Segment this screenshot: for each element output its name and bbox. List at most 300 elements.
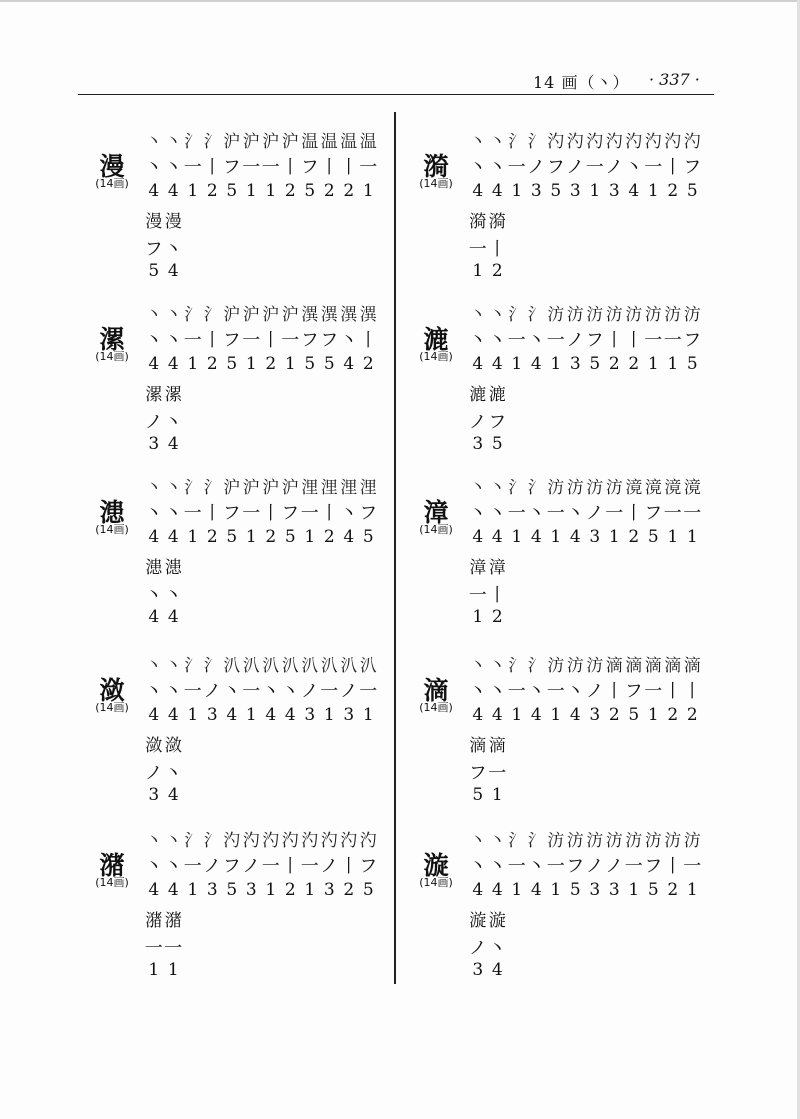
stroke-cell: 汋 [547, 132, 565, 152]
stroke-cell: 1 [187, 880, 199, 900]
stroke-cell: 一 [624, 856, 643, 877]
stroke-cell: ノ [300, 681, 319, 702]
stroke-cell: 丶 [488, 478, 506, 498]
stroke-progression-row [468, 473, 702, 498]
stroke-cell: 1 [491, 785, 503, 805]
stroke-cell: 一 [546, 503, 565, 524]
stroke-cell: 1 [245, 527, 257, 547]
stroke-cell: 3 [608, 181, 620, 201]
stroke-cell: 4 [148, 705, 160, 725]
stroke-cell: 氵 [527, 656, 545, 676]
stroke-shape-continued-row [144, 235, 183, 261]
stroke-cell: 1 [550, 354, 562, 374]
stroke-cell: 氵 [203, 132, 221, 152]
stroke-cell: 一 [644, 681, 663, 702]
stroke-number-continued-row [144, 785, 183, 805]
stroke-cell: 2 [491, 607, 503, 627]
stroke-cell: 汸 [547, 656, 565, 676]
stroke-cell: 丶 [488, 856, 507, 877]
stroke-cell: 丨 [663, 856, 682, 877]
stroke-cell: 丶 [164, 478, 182, 498]
stroke-cell: 汋 [262, 831, 280, 851]
stroke-cell: フ [585, 330, 604, 351]
stroke-cell: 丶 [339, 330, 358, 351]
stroke-cell: 4 [491, 880, 503, 900]
stroke-cell: 沪 [281, 132, 299, 152]
stroke-cell: 氵 [184, 831, 202, 851]
stroke-cell: 滰 [683, 478, 701, 498]
stroke-number-continued-row [468, 785, 507, 805]
stroke-cell: フ [624, 681, 643, 702]
stroke-cell: 1 [608, 527, 620, 547]
stroke-cell: 4 [472, 705, 484, 725]
stroke-cell: 丶 [488, 656, 506, 676]
head-character: 漯 [99, 325, 125, 354]
stroke-cell: 氵 [184, 478, 202, 498]
stroke-cell: 丶 [261, 681, 280, 702]
stroke-cell: 氵 [508, 831, 526, 851]
stroke-shape-continued-row [468, 581, 507, 607]
stroke-number-continued-row [468, 261, 507, 281]
stroke-cell: 丨 [605, 330, 624, 351]
stroke-cell: 1 [323, 705, 335, 725]
stroke-cell: 2 [628, 527, 640, 547]
stroke-shape-continued-row [144, 759, 183, 785]
stroke-cell: 1 [245, 181, 257, 201]
stroke-cell: 丶 [145, 831, 163, 851]
stroke-count-label: (14画) [95, 701, 129, 714]
stroke-cell: 1 [511, 880, 523, 900]
stroke-count-label: (14画) [419, 876, 453, 889]
stroke-count-label: (14画) [419, 177, 453, 190]
stroke-cell: 汸 [566, 305, 584, 325]
stroke-progression-continued-row [468, 906, 507, 931]
stroke-cell: 汸 [566, 831, 584, 851]
stroke-shape-row [144, 852, 378, 878]
dictionary-entry [80, 651, 400, 811]
stroke-cell: 温 [301, 132, 319, 152]
stroke-cell: 丶 [164, 412, 183, 433]
stroke-cell: 一 [183, 330, 202, 351]
stroke-cell: 漉 [469, 385, 487, 405]
stroke-count-label: (14画) [95, 523, 129, 536]
stroke-cell: 汋 [644, 132, 662, 152]
stroke-cell: 一 [507, 157, 526, 178]
stroke-cell: 丶 [164, 763, 183, 784]
stroke-cell: 氵 [203, 831, 221, 851]
stroke-cell: ノ [144, 412, 163, 433]
stroke-cell: 1 [362, 705, 374, 725]
stroke-cell: 1 [589, 181, 601, 201]
stroke-cell: 潴 [145, 911, 163, 931]
stroke-cell: フ [683, 157, 702, 178]
stroke-cell: フ [222, 330, 241, 351]
stroke-cell: 潩 [359, 305, 377, 325]
stroke-cell: 氵 [527, 478, 545, 498]
stroke-cell: 沪 [262, 132, 280, 152]
stroke-count-label: (14画) [95, 177, 129, 190]
stroke-cell: 氵 [527, 132, 545, 152]
stroke-cell: 汋 [664, 132, 682, 152]
stroke-number-row [144, 527, 378, 547]
stroke-cell: 丶 [144, 503, 163, 524]
stroke-count-label: (14画) [419, 350, 453, 363]
stroke-cell: 丶 [144, 157, 163, 178]
stroke-cell: フ [644, 856, 663, 877]
stroke-cell: 沪 [242, 478, 260, 498]
stroke-cell: 4 [167, 261, 179, 281]
stroke-cell: 1 [187, 705, 199, 725]
stroke-cell: 1 [511, 181, 523, 201]
stroke-cell: 漳 [488, 558, 506, 578]
stroke-cell: 浬 [340, 478, 358, 498]
stroke-cell: 5 [362, 527, 374, 547]
stroke-cell: 一 [683, 856, 702, 877]
stroke-number-row [468, 181, 702, 201]
head-character: 漪 [423, 152, 449, 181]
stroke-cell: 汸 [586, 478, 604, 498]
stroke-cell: フ [222, 856, 241, 877]
stroke-cell: 一 [261, 856, 280, 877]
stroke-cell: 5 [550, 181, 562, 201]
stroke-cell: 丶 [145, 132, 163, 152]
stroke-cell: ノ [527, 157, 546, 178]
stroke-cell: 一 [507, 330, 526, 351]
stroke-progression-row [144, 300, 378, 325]
stroke-cell: 潩 [340, 305, 358, 325]
stroke-cell: 漯 [164, 385, 182, 405]
stroke-number-row [468, 354, 702, 374]
stroke-shape-continued-row [468, 759, 507, 785]
stroke-cell: 滰 [625, 478, 643, 498]
stroke-cell: 4 [343, 354, 355, 374]
stroke-cell: 一 [242, 503, 261, 524]
stroke-progression-row [468, 127, 702, 152]
stroke-shape-row [468, 326, 702, 352]
stroke-cell: 丶 [468, 157, 487, 178]
stroke-cell: 汸 [683, 831, 701, 851]
head-character: 漩 [423, 851, 449, 880]
stroke-cell: 氵 [527, 831, 545, 851]
stroke-cell: 丶 [488, 503, 507, 524]
stroke-cell: 丶 [469, 656, 487, 676]
stroke-cell: 2 [265, 354, 277, 374]
stroke-cell: 汋 [586, 132, 604, 152]
stroke-cell: 一 [507, 681, 526, 702]
stroke-cell: 4 [491, 181, 503, 201]
stroke-cell: 温 [320, 132, 338, 152]
page-top-edge [0, 0, 800, 2]
stroke-cell: ノ [605, 856, 624, 877]
stroke-cell: 一 [183, 503, 202, 524]
stroke-cell: 5 [284, 527, 296, 547]
stroke-cell: 丨 [624, 503, 643, 524]
stroke-cell: 漶 [145, 558, 163, 578]
head-character: 漳 [423, 498, 449, 527]
stroke-cell: 沪 [281, 305, 299, 325]
stroke-cell: 漉 [488, 385, 506, 405]
stroke-cell: 丶 [144, 681, 163, 702]
stroke-cell: 滰 [664, 478, 682, 498]
stroke-cell: 一 [320, 681, 339, 702]
stroke-cell: 滴 [683, 656, 701, 676]
stroke-cell: 4 [491, 705, 503, 725]
stroke-cell: 丶 [488, 681, 507, 702]
stroke-shape-row [468, 852, 702, 878]
stroke-cell: 1 [511, 705, 523, 725]
stroke-cell: 丶 [469, 305, 487, 325]
stroke-cell: 丨 [663, 157, 682, 178]
stroke-cell: フ [300, 330, 319, 351]
stroke-cell: 4 [167, 607, 179, 627]
stroke-cell: 3 [608, 880, 620, 900]
stroke-cell: 漫 [145, 212, 163, 232]
stroke-cell: ノ [242, 856, 261, 877]
stroke-cell: 2 [284, 181, 296, 201]
stroke-cell: 沪 [223, 305, 241, 325]
stroke-cell: 丶 [527, 856, 546, 877]
stroke-cell: 1 [304, 527, 316, 547]
stroke-cell: 汸 [625, 831, 643, 851]
stroke-cell: 一 [164, 938, 183, 959]
stroke-cell: 5 [148, 261, 160, 281]
stroke-cell: 4 [472, 527, 484, 547]
stroke-cell: 潩 [301, 305, 319, 325]
stroke-cell: 漩 [469, 911, 487, 931]
stroke-cell: 汃 [262, 656, 280, 676]
stroke-cell: 一 [183, 856, 202, 877]
stroke-shape-continued-row [468, 934, 507, 960]
stroke-cell: ノ [566, 330, 585, 351]
stroke-cell: ノ [605, 157, 624, 178]
stroke-cell: 2 [323, 181, 335, 201]
stroke-cell: 2 [206, 527, 218, 547]
stroke-cell: フ [683, 330, 702, 351]
dictionary-entry [80, 826, 400, 986]
stroke-cell: 丶 [145, 478, 163, 498]
stroke-cell: 汋 [242, 831, 260, 851]
stroke-cell: 丨 [605, 681, 624, 702]
stroke-cell: 2 [667, 705, 679, 725]
stroke-cell: 2 [667, 880, 679, 900]
stroke-cell: 4 [472, 880, 484, 900]
stroke-cell: 一 [663, 330, 682, 351]
stroke-cell: 漯 [145, 385, 163, 405]
stroke-cell: 丶 [488, 305, 506, 325]
stroke-cell: 1 [472, 607, 484, 627]
stroke-number-row [144, 354, 378, 374]
stroke-cell: 丶 [488, 132, 506, 152]
stroke-cell: 丶 [527, 330, 546, 351]
stroke-cell: 氵 [184, 656, 202, 676]
stroke-cell: 一 [644, 330, 663, 351]
stroke-cell: 4 [284, 705, 296, 725]
stroke-cell: 丶 [222, 681, 241, 702]
stroke-cell: 汋 [223, 831, 241, 851]
stroke-cell: 一 [281, 330, 300, 351]
stroke-progression-row [144, 651, 378, 676]
stroke-cell: 3 [148, 434, 160, 454]
dictionary-entry [404, 651, 724, 811]
stroke-cell: ノ [468, 412, 487, 433]
stroke-cell: 丶 [144, 330, 163, 351]
stroke-cell: 5 [226, 880, 238, 900]
stroke-cell: 1 [304, 880, 316, 900]
stroke-progression-row [144, 826, 378, 851]
stroke-cell: 4 [148, 181, 160, 201]
stroke-cell: 2 [265, 527, 277, 547]
dictionary-entry [404, 826, 724, 986]
stroke-cell: 汋 [683, 132, 701, 152]
stroke-number-row [468, 527, 702, 547]
stroke-cell: 汃 [223, 656, 241, 676]
stroke-cell: 丶 [469, 132, 487, 152]
stroke-cell: 1 [647, 181, 659, 201]
stroke-cell: 一 [242, 330, 261, 351]
stroke-cell: 4 [265, 705, 277, 725]
stroke-cell: 潩 [320, 305, 338, 325]
stroke-cell: 温 [340, 132, 358, 152]
stroke-cell: 潋 [145, 736, 163, 756]
stroke-cell: 3 [343, 705, 355, 725]
stroke-cell: ノ [339, 681, 358, 702]
stroke-cell: 丶 [488, 938, 507, 959]
stroke-cell: 4 [530, 527, 542, 547]
stroke-cell: 4 [148, 880, 160, 900]
stroke-cell: 1 [550, 705, 562, 725]
stroke-cell: 一 [468, 239, 487, 260]
stroke-cell: 2 [343, 880, 355, 900]
stroke-cell: 5 [569, 880, 581, 900]
stroke-progression-row [144, 127, 378, 152]
stroke-cell: 丶 [566, 503, 585, 524]
stroke-number-row [144, 705, 378, 725]
stroke-cell: 4 [472, 354, 484, 374]
stroke-cell: 汃 [281, 656, 299, 676]
stroke-cell: フ [468, 763, 487, 784]
stroke-cell: 4 [530, 354, 542, 374]
head-character: 漶 [99, 498, 125, 527]
stroke-shape-row [144, 677, 378, 703]
stroke-cell: 3 [530, 181, 542, 201]
stroke-cell: 丶 [566, 681, 585, 702]
stroke-cell: 汸 [586, 656, 604, 676]
stroke-number-continued-row [468, 434, 507, 454]
stroke-cell: 4 [472, 181, 484, 201]
stroke-cell: 沪 [223, 478, 241, 498]
stroke-cell: 4 [148, 354, 160, 374]
stroke-cell: 丶 [164, 831, 182, 851]
head-character: 漉 [423, 325, 449, 354]
stroke-cell: ノ [585, 856, 604, 877]
stroke-cell: 汋 [301, 831, 319, 851]
stroke-cell: 氵 [203, 305, 221, 325]
dictionary-entry [80, 127, 400, 287]
stroke-cell: 5 [589, 354, 601, 374]
stroke-cell: 一 [300, 856, 319, 877]
stroke-cell: 4 [628, 181, 640, 201]
stroke-shape-row [468, 153, 702, 179]
stroke-cell: 丶 [164, 856, 183, 877]
stroke-number-continued-row [144, 434, 183, 454]
stroke-number-row [468, 705, 702, 725]
stroke-cell: 2 [686, 705, 698, 725]
stroke-cell: 2 [362, 354, 374, 374]
stroke-cell: 3 [589, 705, 601, 725]
stroke-cell: フ [359, 856, 378, 877]
stroke-cell: 5 [304, 181, 316, 201]
stroke-cell: 5 [647, 527, 659, 547]
stroke-cell: 汋 [359, 831, 377, 851]
stroke-cell: 1 [265, 880, 277, 900]
stroke-cell: 1 [511, 527, 523, 547]
stroke-cell: 丨 [203, 330, 222, 351]
stroke-cell: 氵 [508, 132, 526, 152]
stroke-cell: 汸 [547, 831, 565, 851]
stroke-progression-continued-row [468, 553, 507, 578]
stroke-cell: 4 [167, 527, 179, 547]
stroke-cell: 一 [683, 503, 702, 524]
stroke-cell: ノ [320, 856, 339, 877]
stroke-cell: 1 [284, 354, 296, 374]
stroke-cell: 4 [491, 527, 503, 547]
stroke-cell: 2 [206, 181, 218, 201]
stroke-cell: 汸 [664, 831, 682, 851]
stroke-cell: 4 [491, 354, 503, 374]
stroke-cell: 3 [569, 354, 581, 374]
stroke-cell: 丶 [281, 681, 300, 702]
stroke-cell: 汸 [644, 831, 662, 851]
stroke-number-row [144, 880, 378, 900]
stroke-cell: 4 [569, 527, 581, 547]
stroke-cell: ノ [585, 503, 604, 524]
stroke-count-label: (14画) [95, 876, 129, 889]
stroke-cell: 一 [300, 503, 319, 524]
stroke-cell: 丶 [164, 585, 183, 606]
stroke-cell: 2 [608, 354, 620, 374]
stroke-cell: 汋 [566, 132, 584, 152]
stroke-cell: 丶 [145, 656, 163, 676]
stroke-cell: フ [546, 157, 565, 178]
stroke-cell: 4 [167, 181, 179, 201]
stroke-cell: 5 [686, 354, 698, 374]
stroke-cell: 沪 [281, 478, 299, 498]
stroke-cell: 丶 [488, 157, 507, 178]
stroke-cell: 一 [546, 330, 565, 351]
stroke-cell: 丶 [527, 503, 546, 524]
stroke-cell: 1 [245, 705, 257, 725]
stroke-cell: 4 [167, 705, 179, 725]
stroke-cell: 一 [359, 157, 378, 178]
stroke-cell: 4 [167, 880, 179, 900]
stroke-progression-continued-row [144, 906, 183, 931]
stroke-cell: 一 [183, 157, 202, 178]
stroke-cell: 沪 [262, 305, 280, 325]
stroke-cell: 5 [686, 181, 698, 201]
stroke-cell: 3 [304, 705, 316, 725]
stroke-cell: 5 [472, 785, 484, 805]
stroke-cell: 3 [206, 705, 218, 725]
stroke-cell: 丶 [164, 239, 183, 260]
stroke-cell: 潴 [164, 911, 182, 931]
stroke-cell: 丶 [527, 681, 546, 702]
dictionary-entry [404, 127, 724, 287]
stroke-cell: 丨 [683, 681, 702, 702]
stroke-cell: 丶 [468, 681, 487, 702]
stroke-cell: 汸 [605, 305, 623, 325]
stroke-cell: 沪 [262, 478, 280, 498]
stroke-cell: 3 [589, 880, 601, 900]
